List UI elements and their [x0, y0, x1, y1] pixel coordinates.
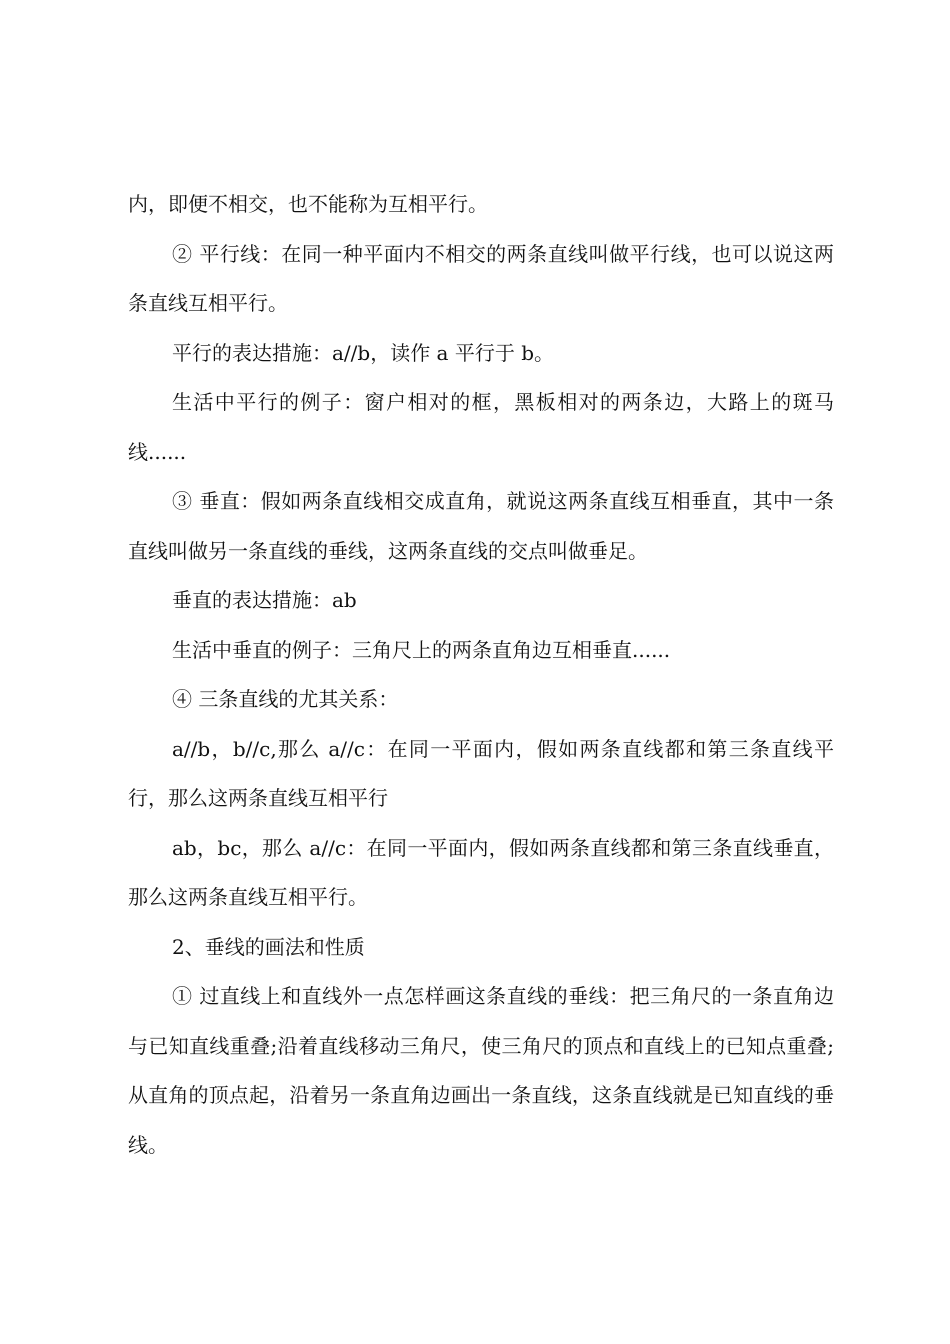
paragraph-continuation: 内，即便不相交，也不能称为互相平行。 [128, 192, 488, 216]
paragraph-three-lines-parallel-rule: a//b，b//c,那么 a//c：在同一平面内，假如两条直线都和第三条直线平行，那么这两条直线互相平行 [128, 736, 834, 810]
paragraph-parallel-definition: ② 平行线：在同一种平面内不相交的两条直线叫做平行线，也可以说这两条直线互相平行。 [128, 241, 834, 315]
paragraph-parallel-notation: 平行的表达措施：a//b，读作 a 平行于 b。 [172, 340, 555, 365]
paragraph-perpendicular-definition: ③ 垂直：假如两条直线相交成直角，就说这两条直线互相垂直，其中一条直线叫做另一条直线的垂线，这两条直线的交点叫做垂足。 [128, 489, 834, 563]
paragraph-perpendicular-notation: 垂直的表达措施：ab [172, 588, 357, 612]
paragraph-parallel-examples: 生活中平行的例子：窗户相对的框，黑板相对的两条边，大路上的斑马线...... [128, 390, 834, 464]
paragraph-three-lines-heading: ④ 三条直线的尤其关系： [172, 687, 399, 711]
paragraph-perpendicular-drawing-method: ① 过直线上和直线外一点怎样画这条直线的垂线：把三角尺的一条直角边与已知直线重叠;沿着直线移动三角尺，使三角尺的顶点和直线上的已知点重叠;从直角的顶点起，沿着另一条直角边画出一条直线，这条直线就是已知直线的垂线。 [128, 984, 834, 1157]
section-heading-perpendicular-drawing: 2、垂线的画法和性质 [172, 934, 365, 959]
paragraph-three-lines-perpendicular-rule: ab，bc，那么 a//c：在同一平面内，假如两条直线都和第三条直线垂直，那么这两条直线互相平行。 [128, 835, 834, 909]
paragraph-perpendicular-examples: 生活中垂直的例子：三角尺上的两条直角边互相垂直...... [172, 637, 671, 662]
body-text [128, 180, 834, 1170]
